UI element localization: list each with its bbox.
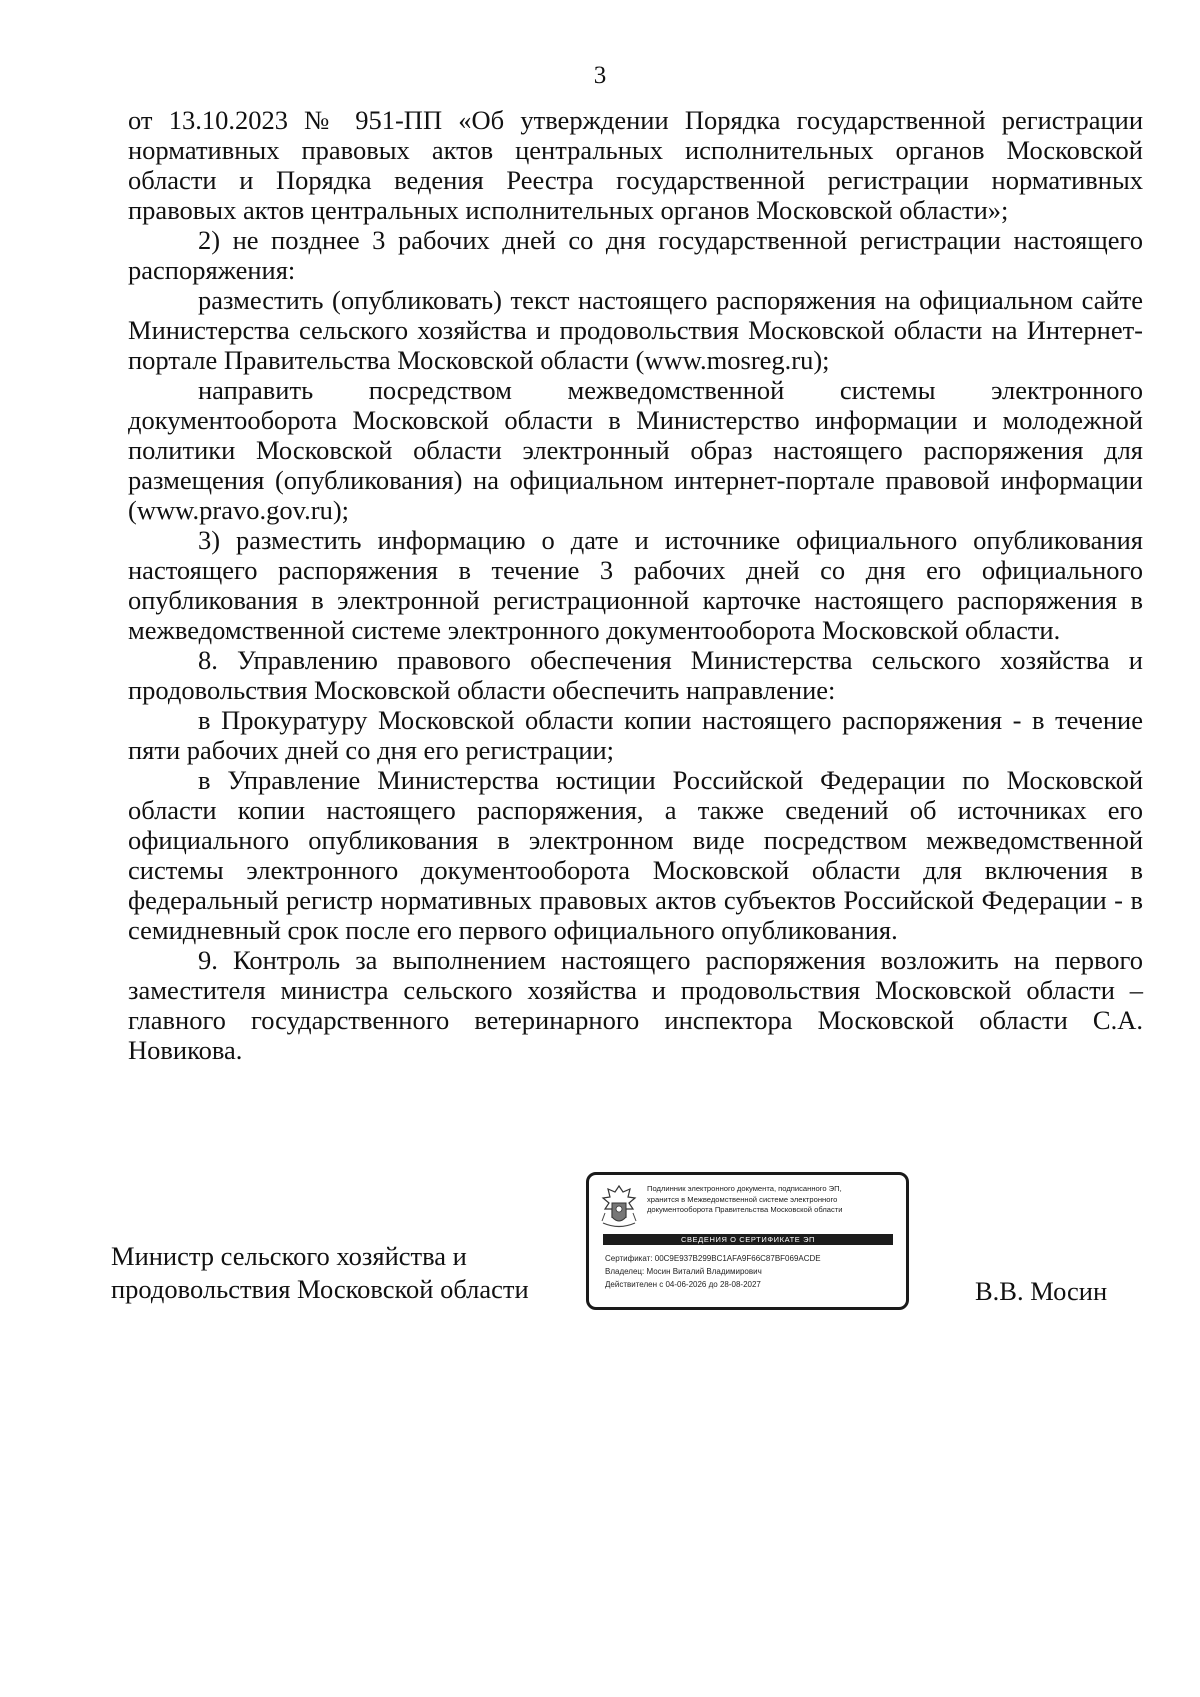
signer-name: В.В. Мосин [975,1276,1108,1306]
certificate-details [605,1252,905,1291]
stamp-header-line: документооборота Правительства Московской области [647,1205,843,1214]
certificate-info-bar: СВЕДЕНИЯ О СЕРТИФИКАТЕ ЭП [603,1234,893,1245]
signer-position-line: продовольствия Московской области [111,1274,529,1304]
stamp-header [647,1184,902,1216]
certificate-validity: Действителен с 04-06-2026 до 28-08-2027 [605,1280,761,1289]
paragraph: 3) разместить информацию о дате и источнике официального опубликования настоящего распоряжения в течение 3 рабочих дней со дня его официального опубликования в электронной регистрационной карточке настоящего распоряжения в межведомственной системе электронного документооборота Московской области. [128,525,1143,645]
certificate-owner: Владелец: Мосин Виталий Владимирович [605,1267,762,1276]
document-body [128,105,1143,1065]
signer-position-line: Министр сельского хозяйства и [111,1241,467,1271]
paragraph: разместить (опубликовать) текст настоящего распоряжения на официальном сайте Министерства сельского хозяйства и продовольствия Московской области на Интернет-портале Правительства Московской области (www.mosreg.ru); [128,285,1143,375]
signer-position [111,1240,529,1306]
stamp-header-line: Подлинник электронного документа, подписанного ЭП, [647,1184,842,1193]
page-number: 3 [593,62,607,89]
certificate-number: Сертификат: 00C9E937B299BC1AFA9F66C87BF069ACDE [605,1254,821,1263]
paragraph: от 13.10.2023 № 951-ПП «Об утверждении Порядка государственной регистрации нормативных правовых актов центральных исполнительных органов Московской области и Порядка ведения Реестра государственной регистрации нормативных правовых актов центральных исполнительных органов Московской области»; [128,105,1143,225]
paragraph: 2) не позднее 3 рабочих дней со дня государственной регистрации настоящего распоряжения: [128,225,1143,285]
paragraph: в Прокуратуру Московской области копии настоящего распоряжения - в течение пяти рабочих дней со дня его регистрации; [128,705,1143,765]
coat-of-arms-icon [599,1183,639,1231]
electronic-signature-stamp [586,1172,909,1310]
paragraph: 8. Управлению правового обеспечения Министерства сельского хозяйства и продовольствия Московской области обеспечить направление: [128,645,1143,705]
paragraph: в Управление Министерства юстиции Российской Федерации по Московской области копии настоящего распоряжения, а также сведений об источниках его официального опубликования в электронном виде посредством межведомственной системы электронного документооборота Московской области для включения в федеральный регистр нормативных правовых актов субъектов Российской Федерации - в семидневный срок после его первого официального опубликования. [128,765,1143,945]
paragraph: направить посредством межведомственной системы электронного документооборота Московской области в Министерство информации и молодежной политики Московской области электронный образ настоящего распоряжения для размещения (опубликования) на официальном интернет-портале правовой информации (www.pravo.gov.ru); [128,375,1143,525]
stamp-header-line: хранится в Межведомственной системе электронного [647,1194,838,1204]
paragraph: 9. Контроль за выполнением настоящего распоряжения возложить на первого заместителя министра сельского хозяйства и продовольствия Московской области – главного государственного ветеринарного инспектора Московской области С.А. Новикова. [128,945,1143,1065]
